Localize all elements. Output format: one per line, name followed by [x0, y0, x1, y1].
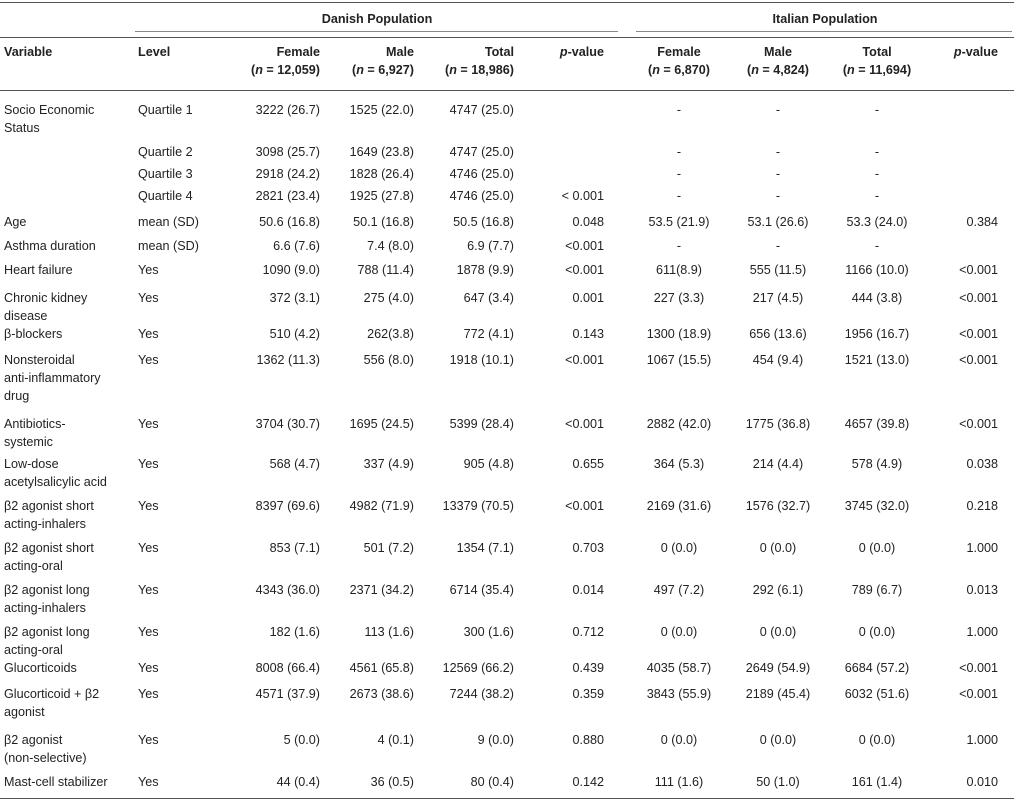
header-n-open: ( [842, 63, 848, 77]
header-p-italic: p [559, 45, 568, 59]
value-cell: 5 (0.0) [283, 733, 320, 747]
variable-line: Chronic kidney [4, 291, 88, 305]
value-cell: 217 (4.5) [752, 291, 804, 305]
header-total-0 [445, 43, 514, 79]
pvalue-cell: 0.359 [572, 687, 604, 701]
value-cell: 7.4 (8.0) [367, 239, 414, 253]
value-cell: - [676, 167, 682, 181]
header-total-1 [797, 43, 957, 79]
variable-cell [4, 685, 99, 721]
variable-cell [4, 325, 62, 343]
value-cell: 50.5 (16.8) [453, 215, 514, 229]
value-cell: 4746 (25.0) [449, 189, 514, 203]
variable-line: Low-dose [4, 457, 59, 471]
variable-cell [4, 581, 90, 617]
variable-cell [4, 455, 107, 491]
level-cell: mean (SD) [138, 215, 199, 229]
value-cell: 3098 (25.7) [255, 145, 320, 159]
variable-line: β2 agonist [4, 733, 63, 747]
value-cell: 8008 (66.4) [255, 661, 320, 675]
header-total-label: Total [484, 45, 514, 59]
pvalue-cell: 1.000 [966, 625, 998, 639]
value-cell: 1525 (22.0) [349, 103, 414, 117]
value-cell: 6032 (51.6) [844, 687, 910, 701]
header-n-value: = 11,694 [854, 63, 907, 77]
header-n-open: ( [251, 63, 256, 77]
value-cell: 6714 (35.4) [449, 583, 514, 597]
header-female-label: Female [657, 45, 701, 59]
value-cell: 44 (0.4) [276, 775, 320, 789]
header-n-open: ( [747, 63, 752, 77]
value-cell: 0 (0.0) [858, 733, 896, 747]
value-cell: 214 (4.4) [752, 457, 804, 471]
value-cell: 1925 (27.8) [349, 189, 414, 203]
value-cell: 578 (4.9) [851, 457, 903, 471]
value-cell: 501 (7.2) [363, 541, 414, 555]
header-n-italic: n [356, 63, 364, 77]
variable-line: acting-oral [4, 559, 63, 573]
value-cell: - [676, 239, 682, 253]
value-cell: 6.6 (7.6) [273, 239, 320, 253]
pvalue-cell: 0.712 [572, 625, 604, 639]
variable-line: Asthma duration [4, 239, 96, 253]
value-cell: - [874, 167, 880, 181]
variable-line: Antibiotics- [4, 417, 66, 431]
variable-line: anti-inflammatory [4, 371, 101, 385]
pvalue-cell: 0.014 [572, 583, 604, 597]
pvalue-cell: <0.001 [565, 353, 604, 367]
header-total-label: Total [862, 45, 892, 59]
value-cell: 2371 (34.2) [349, 583, 414, 597]
variable-line: agonist [4, 705, 45, 719]
pvalue-cell: 0.013 [966, 583, 998, 597]
value-cell: 53.5 (21.9) [648, 215, 710, 229]
variable-line: drug [4, 389, 30, 403]
pvalue-cell: 0.880 [572, 733, 604, 747]
value-cell: 656 (13.6) [749, 327, 807, 341]
value-cell: 1521 (13.0) [844, 353, 910, 367]
pvalue-cell: <0.001 [959, 687, 998, 701]
variable-line: disease [4, 309, 48, 323]
value-cell: 788 (11.4) [357, 263, 414, 277]
pvalue-cell: <0.001 [959, 417, 998, 431]
header-n-close: ) [315, 63, 320, 77]
value-cell: 300 (1.6) [463, 625, 514, 639]
value-cell: 227 (3.3) [653, 291, 705, 305]
value-cell: - [874, 189, 880, 203]
value-cell: 2169 (31.6) [646, 499, 712, 513]
value-cell: 3843 (55.9) [646, 687, 712, 701]
level-cell: Yes [138, 541, 159, 555]
value-cell: 4561 (65.8) [349, 661, 414, 675]
level-cell: Yes [138, 499, 159, 513]
pvalue-cell: 0.655 [572, 457, 604, 471]
value-cell: 2189 (45.4) [745, 687, 811, 701]
value-cell: 1576 (32.7) [745, 499, 811, 513]
table-rule-0 [0, 2, 1014, 3]
value-cell: 1695 (24.5) [349, 417, 414, 431]
value-cell: 7244 (38.2) [449, 687, 514, 701]
value-cell: 454 (9.4) [752, 353, 804, 367]
value-cell: - [676, 103, 682, 117]
variable-line: β2 agonist long [4, 583, 90, 597]
value-cell: 9 (0.0) [477, 733, 514, 747]
pvalue-cell: <0.001 [959, 291, 998, 305]
variable-line: β-blockers [4, 327, 63, 341]
value-cell: - [676, 145, 682, 159]
header-n-italic: n [652, 63, 660, 77]
value-cell: 497 (7.2) [653, 583, 705, 597]
value-cell: 905 (4.8) [463, 457, 514, 471]
variable-line: (non-selective) [4, 751, 87, 765]
level-cell: Quartile 2 [138, 145, 193, 159]
value-cell: 53.1 (26.6) [747, 215, 809, 229]
value-cell: 4 (0.1) [377, 733, 414, 747]
value-cell: 53.3 (24.0) [846, 215, 908, 229]
header-male-label: Male [386, 45, 414, 59]
value-cell: 4747 (25.0) [449, 103, 514, 117]
variable-line: acting-inhalers [4, 601, 86, 615]
pvalue-cell: 0.143 [572, 327, 604, 341]
value-cell: 772 (4.1) [463, 327, 514, 341]
value-cell: 50 (1.0) [756, 775, 800, 789]
value-cell: - [775, 145, 781, 159]
level-cell: Yes [138, 353, 159, 367]
variable-cell [4, 261, 73, 279]
variable-line: β2 agonist long [4, 625, 90, 639]
group-header-1: Italian Population [772, 12, 878, 26]
value-cell: 372 (3.1) [269, 291, 320, 305]
variable-line: β2 agonist short [4, 499, 94, 513]
pvalue-cell: < 0.001 [561, 189, 604, 203]
value-cell: 364 (5.3) [653, 457, 705, 471]
value-cell: 611(8.9) [656, 263, 702, 277]
value-cell: 275 (4.0) [363, 291, 414, 305]
value-cell: 4657 (39.8) [844, 417, 910, 431]
value-cell: 2649 (54.9) [745, 661, 811, 675]
pvalue-cell: <0.001 [959, 327, 998, 341]
header-n-value: = 6,870 [659, 63, 706, 77]
variable-line: acetylsalicylic acid [4, 475, 107, 489]
value-cell: 0 (0.0) [759, 541, 797, 555]
variable-line: acting-oral [4, 643, 63, 657]
value-cell: 292 (6.1) [752, 583, 804, 597]
level-cell: Yes [138, 775, 159, 789]
level-cell: Yes [138, 457, 159, 471]
value-cell: 111 (1.6) [654, 775, 704, 789]
header-n-italic: n [847, 63, 855, 77]
value-cell: 556 (8.0) [363, 353, 414, 367]
value-cell: 80 (0.4) [470, 775, 514, 789]
value-cell: - [874, 103, 880, 117]
value-cell: - [874, 239, 880, 253]
value-cell: 3704 (30.7) [255, 417, 320, 431]
level-cell: Quartile 4 [138, 189, 193, 203]
group-underline-1 [636, 31, 1012, 32]
header-level: Level [138, 45, 171, 59]
value-cell: 50.1 (16.8) [353, 215, 414, 229]
pvalue-cell: 0.703 [572, 541, 604, 555]
pvalue-cell: 0.439 [572, 661, 604, 675]
value-cell: 1354 (7.1) [456, 541, 514, 555]
pvalue-cell: <0.001 [959, 353, 998, 367]
value-cell: 555 (11.5) [749, 263, 807, 277]
pvalue-cell: 0.218 [966, 499, 998, 513]
variable-line: Age [4, 215, 27, 229]
value-cell: 568 (4.7) [269, 457, 320, 471]
value-cell: 337 (4.9) [363, 457, 414, 471]
variable-cell [4, 289, 87, 325]
level-cell: Yes [138, 291, 159, 305]
table-rule-3 [0, 798, 1014, 799]
value-cell: 4747 (25.0) [449, 145, 514, 159]
value-cell: 3222 (26.7) [255, 103, 320, 117]
value-cell: 1090 (9.0) [262, 263, 320, 277]
value-cell: 4746 (25.0) [449, 167, 514, 181]
header-n-italic: n [751, 63, 759, 77]
header-p-italic: p [953, 45, 962, 59]
level-cell: Yes [138, 687, 159, 701]
value-cell: 5399 (28.4) [449, 417, 514, 431]
value-cell: 3745 (32.0) [844, 499, 910, 513]
level-cell: Yes [138, 263, 159, 277]
value-cell: 853 (7.1) [269, 541, 320, 555]
level-cell: Yes [138, 661, 159, 675]
header-n-open: ( [352, 63, 357, 77]
value-cell: - [775, 189, 781, 203]
pvalue-cell: <0.001 [959, 661, 998, 675]
value-cell: 161 (1.4) [851, 775, 903, 789]
header-n-value: = 18,986 [456, 63, 510, 77]
header-pvalue-1 [954, 43, 998, 61]
header-p-suffix: -value [567, 45, 604, 59]
pvalue-cell: 0.010 [966, 775, 998, 789]
variable-line: acting-inhalers [4, 517, 86, 531]
pvalue-cell: 0.001 [572, 291, 604, 305]
header-male-0 [352, 43, 414, 79]
value-cell: 789 (6.7) [851, 583, 903, 597]
pvalue-cell: 1.000 [966, 733, 998, 747]
value-cell: 0 (0.0) [660, 625, 698, 639]
level-cell: Yes [138, 733, 159, 747]
value-cell: 2673 (38.6) [349, 687, 414, 701]
value-cell: 1775 (36.8) [745, 417, 811, 431]
header-n-close: ) [906, 63, 912, 77]
variable-cell [4, 415, 66, 451]
header-n-value: = 6,927 [363, 63, 410, 77]
value-cell: 36 (0.5) [370, 775, 414, 789]
value-cell: 1067 (15.5) [646, 353, 712, 367]
value-cell: 0 (0.0) [660, 733, 698, 747]
pvalue-cell: 0.038 [966, 457, 998, 471]
header-n-value: = 12,059 [262, 63, 316, 77]
header-pvalue-0 [560, 43, 604, 61]
value-cell: 2918 (24.2) [255, 167, 320, 181]
value-cell: 182 (1.6) [269, 625, 320, 639]
variable-cell [4, 623, 90, 659]
variable-cell [4, 731, 87, 767]
value-cell: - [676, 189, 682, 203]
pvalue-cell: <0.001 [959, 263, 998, 277]
variable-cell [4, 773, 108, 791]
value-cell: 1828 (26.4) [349, 167, 414, 181]
header-male-label: Male [764, 45, 792, 59]
variable-line: Heart failure [4, 263, 73, 277]
header-n-value: = 4,824 [758, 63, 805, 77]
level-cell: Yes [138, 583, 159, 597]
value-cell: 4343 (36.0) [255, 583, 320, 597]
value-cell: - [775, 103, 781, 117]
value-cell: 8397 (69.6) [255, 499, 320, 513]
value-cell: 1878 (9.9) [456, 263, 514, 277]
value-cell: 1166 (10.0) [845, 263, 909, 277]
variable-line: Socio Economic [4, 103, 95, 117]
value-cell: 12569 (66.2) [442, 661, 514, 675]
value-cell: 113 (1.6) [364, 625, 414, 639]
value-cell: 50.6 (16.8) [259, 215, 320, 229]
value-cell: 13379 (70.5) [442, 499, 514, 513]
pvalue-cell: 1.000 [966, 541, 998, 555]
value-cell: 262(3.8) [367, 327, 414, 341]
value-cell: 0 (0.0) [858, 625, 896, 639]
level-cell: mean (SD) [138, 239, 199, 253]
variable-cell [4, 659, 77, 677]
header-n-italic: n [255, 63, 263, 77]
group-underline-0 [135, 31, 618, 32]
variable-line: systemic [4, 435, 53, 449]
value-cell: 1300 (18.9) [646, 327, 712, 341]
header-n-open: ( [445, 63, 450, 77]
pvalue-cell: <0.001 [565, 239, 604, 253]
variable-line: Status [4, 121, 40, 135]
value-cell: 1362 (11.3) [256, 353, 320, 367]
value-cell: - [775, 239, 781, 253]
header-female-0 [251, 43, 320, 79]
value-cell: 2882 (42.0) [646, 417, 712, 431]
value-cell: 647 (3.4) [463, 291, 514, 305]
header-p-suffix: -value [961, 45, 998, 59]
value-cell: 4571 (37.9) [255, 687, 320, 701]
variable-cell [4, 351, 101, 405]
value-cell: 0 (0.0) [759, 625, 797, 639]
header-n-italic: n [449, 63, 457, 77]
level-cell: Yes [138, 625, 159, 639]
value-cell: 4035 (58.7) [646, 661, 712, 675]
variable-line: Nonsteroidal [4, 353, 75, 367]
table-rule-1 [0, 37, 1014, 38]
level-cell: Quartile 1 [138, 103, 193, 117]
value-cell: 6.9 (7.7) [467, 239, 514, 253]
level-cell: Yes [138, 327, 159, 341]
pvalue-cell: <0.001 [565, 417, 604, 431]
header-n-close: ) [804, 63, 809, 77]
value-cell: 1649 (23.8) [349, 145, 414, 159]
header-n-close: ) [705, 63, 710, 77]
variable-cell [4, 539, 94, 575]
header-n-open: ( [648, 63, 653, 77]
header-n-close: ) [409, 63, 414, 77]
variable-line: Mast-cell stabilizer [4, 775, 108, 789]
value-cell: 510 (4.2) [269, 327, 320, 341]
variable-cell [4, 497, 94, 533]
table-rule-2 [0, 90, 1014, 91]
variable-line: Glucorticoids [4, 661, 77, 675]
value-cell: 0 (0.0) [660, 541, 698, 555]
pvalue-cell: <0.001 [565, 263, 604, 277]
header-female-label: Female [276, 45, 320, 59]
value-cell: 4982 (71.9) [349, 499, 414, 513]
header-variable: Variable [4, 45, 53, 59]
variable-cell [4, 213, 26, 231]
variable-cell [4, 237, 96, 255]
variable-line: β2 agonist short [4, 541, 94, 555]
value-cell: 0 (0.0) [759, 733, 797, 747]
pvalue-cell: 0.142 [572, 775, 604, 789]
pvalue-cell: 0.384 [966, 215, 998, 229]
value-cell: 1956 (16.7) [844, 327, 910, 341]
value-cell: 6684 (57.2) [844, 661, 910, 675]
value-cell: 2821 (23.4) [255, 189, 320, 203]
value-cell: 0 (0.0) [858, 541, 896, 555]
value-cell: 1918 (10.1) [449, 353, 514, 367]
value-cell: 444 (3.8) [851, 291, 903, 305]
variable-cell [4, 101, 94, 137]
pvalue-cell: 0.048 [572, 215, 604, 229]
value-cell: - [874, 145, 880, 159]
level-cell: Quartile 3 [138, 167, 193, 181]
value-cell: - [775, 167, 781, 181]
level-cell: Yes [138, 417, 159, 431]
pvalue-cell: <0.001 [565, 499, 604, 513]
header-n-close: ) [509, 63, 514, 77]
group-header-0: Danish Population [321, 12, 433, 26]
variable-line: Glucorticoid + β2 [4, 687, 100, 701]
